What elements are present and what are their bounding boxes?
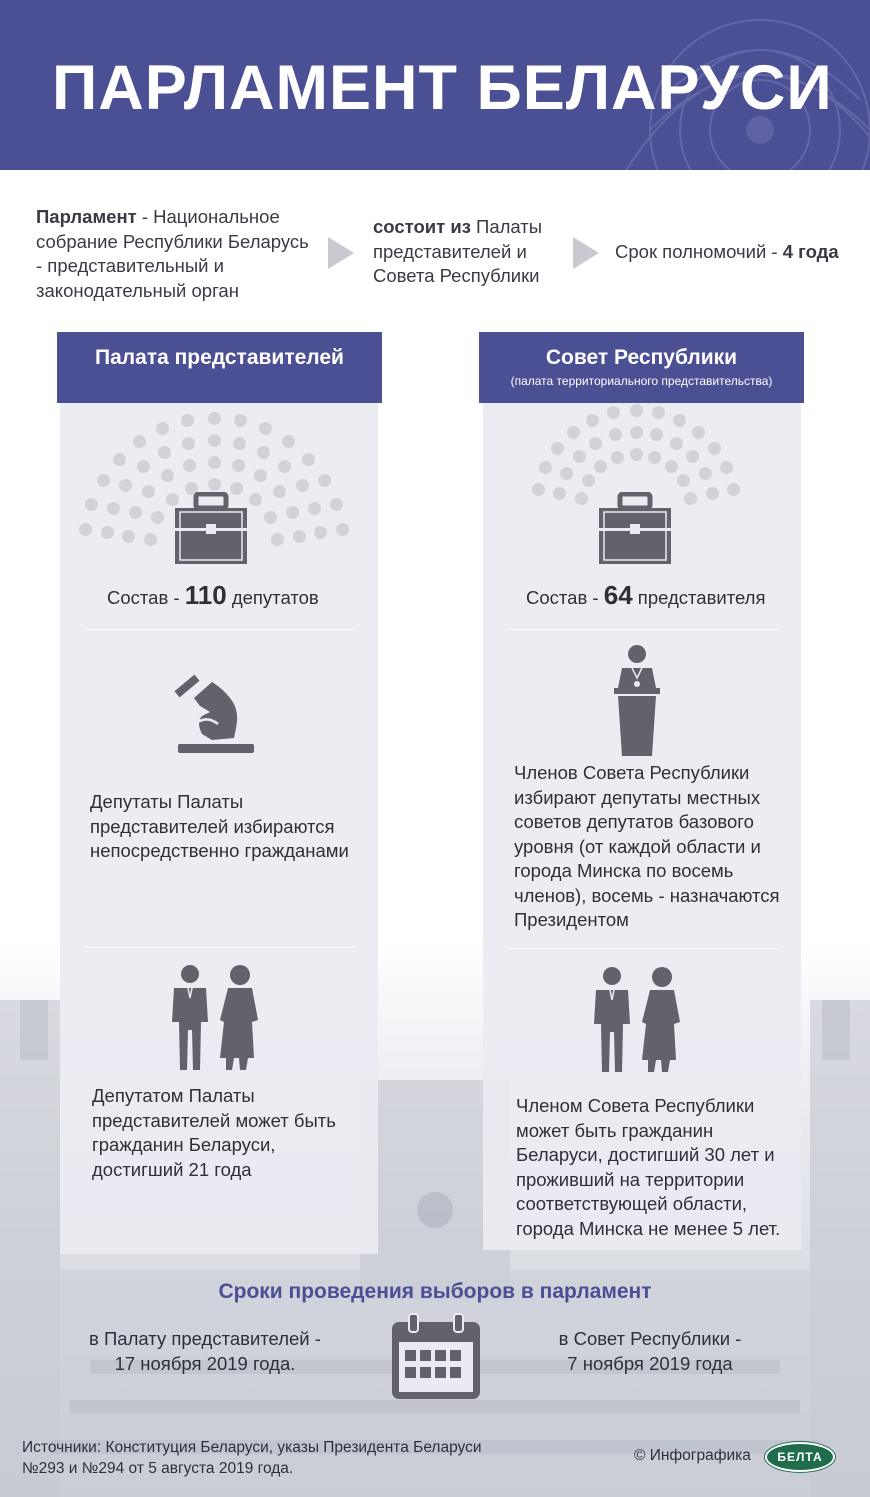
intro-composition-term: состоит из	[373, 216, 471, 237]
seat-dot	[137, 460, 150, 473]
man-woman-icon	[168, 964, 264, 1074]
seat-dot	[630, 448, 643, 461]
elections-title: Сроки проведения выборов в парламент	[218, 1280, 652, 1303]
seat-dot	[182, 437, 195, 450]
seat-dot	[232, 459, 245, 472]
council-count-number: 64	[603, 580, 633, 610]
intro-parliament-term: Парламент	[36, 206, 137, 227]
council-election-date-value: 7 ноября 2019 года	[567, 1353, 733, 1374]
seat-dot	[607, 406, 620, 419]
council-composition	[526, 580, 766, 611]
divider	[508, 629, 778, 630]
seat-dot	[551, 442, 564, 455]
seat-dot	[144, 533, 157, 546]
house-count-number: 110	[184, 580, 227, 610]
seat-dot	[257, 446, 270, 459]
house-of-representatives-title: Палата представителей	[95, 346, 344, 369]
house-election-text: Депутаты Палаты представителей избираются непосредственно гражданами	[90, 791, 349, 861]
calendar-icon	[389, 1312, 483, 1402]
speaker-podium-icon	[612, 644, 662, 758]
sources-line-2: №293 и №294 от 5 августа 2019 года.	[22, 1460, 294, 1477]
house-composition	[107, 580, 319, 611]
seat-dot	[107, 502, 120, 515]
seat-dot	[699, 467, 712, 480]
house-election-date-label: в Палату представителей -	[89, 1328, 321, 1349]
belta-logo: БЕЛТА	[765, 1442, 835, 1472]
seat-dot	[293, 530, 306, 543]
header-banner	[0, 0, 870, 170]
seat-dot	[208, 478, 221, 491]
intro-composition	[373, 215, 563, 289]
seat-dot	[286, 506, 299, 519]
seat-dot	[630, 404, 643, 417]
council-of-republic-title: Совет Республики	[545, 346, 738, 369]
divider	[85, 629, 355, 630]
briefcase-icon	[172, 492, 250, 568]
seat-dot	[273, 485, 286, 498]
council-count-prefix: Состав -	[526, 587, 604, 608]
intro-term-of-office	[615, 240, 865, 265]
seat-dot	[85, 498, 98, 511]
seat-dot	[133, 435, 146, 448]
seat-dot	[706, 487, 719, 500]
intro-term-label: Срок полномочий -	[615, 241, 783, 262]
seat-dot	[670, 437, 683, 450]
seat-dot	[264, 511, 277, 524]
seat-dot	[158, 446, 171, 459]
seat-dot	[665, 460, 678, 473]
seat-dot	[97, 474, 110, 487]
briefcase-icon	[596, 492, 674, 568]
house-election-date	[85, 1326, 325, 1376]
copyright-text: © Инфографика	[634, 1447, 751, 1464]
seat-dot	[567, 426, 580, 439]
arrow-right-icon	[573, 237, 599, 269]
seat-dot	[233, 437, 246, 450]
seat-dot	[208, 434, 221, 447]
house-election-date-value: 17 ноября 2019 года.	[114, 1353, 296, 1374]
intro-parliament-desc: - Национальное собрание Республики Беларусь - представительный и законодательный орган	[36, 206, 309, 301]
seat-dot	[296, 479, 309, 492]
council-count-suffix: представителя	[632, 587, 766, 608]
house-count-suffix: депутатов	[226, 587, 319, 608]
seat-dot	[208, 456, 221, 469]
council-of-republic-header	[479, 332, 804, 403]
seat-dot	[630, 426, 643, 439]
divider	[508, 948, 778, 949]
seat-dot	[727, 483, 740, 496]
intro-composition-desc: Палаты представителей и Совета Республики	[373, 216, 543, 286]
sources-line-1: Источники: Конституция Беларуси, указы Президента Беларуси	[22, 1439, 482, 1456]
seat-dot	[156, 422, 169, 435]
seat-dot	[122, 530, 135, 543]
seat-dot	[302, 453, 315, 466]
arrow-right-icon	[328, 237, 354, 269]
man-woman-icon	[590, 966, 686, 1076]
seat-dot	[330, 498, 343, 511]
seat-dot	[586, 414, 599, 427]
seat-dot	[271, 533, 284, 546]
council-eligibility-text: Членом Совета Республики может быть гражданин Беларуси, достигший 30 лет и проживший на территории соответствующей области, города Минска не менее 5 лет.	[516, 1095, 781, 1239]
house-of-representatives-header	[57, 332, 382, 403]
seat-dot	[609, 428, 622, 441]
seat-dot	[532, 483, 545, 496]
house-eligibility-text: Депутатом Палаты представителей может быть гражданин Беларуси, достигший 21 года	[92, 1085, 336, 1180]
seat-dot	[208, 412, 221, 425]
seat-dot	[575, 492, 588, 505]
seat-dot	[673, 414, 686, 427]
ballot-hand-icon	[172, 668, 258, 756]
seat-dot	[652, 406, 665, 419]
council-election-date	[545, 1326, 755, 1376]
seat-dot	[648, 451, 661, 464]
intro-term-value: 4 года	[782, 241, 839, 262]
council-of-republic-subtitle: (палата территориального представительства)	[510, 374, 773, 388]
council-election-text: Членов Совета Республики избирают депутаты местных советов депутатов базового уровня (от каждой области и города Минска по восемь членов), восемь - назначаются Президентом	[514, 762, 780, 930]
seat-dot	[573, 450, 586, 463]
divider	[85, 947, 355, 948]
seat-dot	[611, 451, 624, 464]
seat-dot	[308, 502, 321, 515]
seat-dot	[113, 453, 126, 466]
seat-dot	[589, 437, 602, 450]
page-title: ПАРЛАМЕНТ БЕЛАРУСИ	[52, 53, 833, 123]
house-count-prefix: Состав -	[107, 587, 185, 608]
intro-parliament-definition	[36, 205, 311, 303]
seat-dot	[101, 526, 114, 539]
sources-note	[22, 1437, 482, 1479]
council-election-date-label: в Совет Республики -	[558, 1328, 742, 1349]
seat-dot	[582, 474, 595, 487]
